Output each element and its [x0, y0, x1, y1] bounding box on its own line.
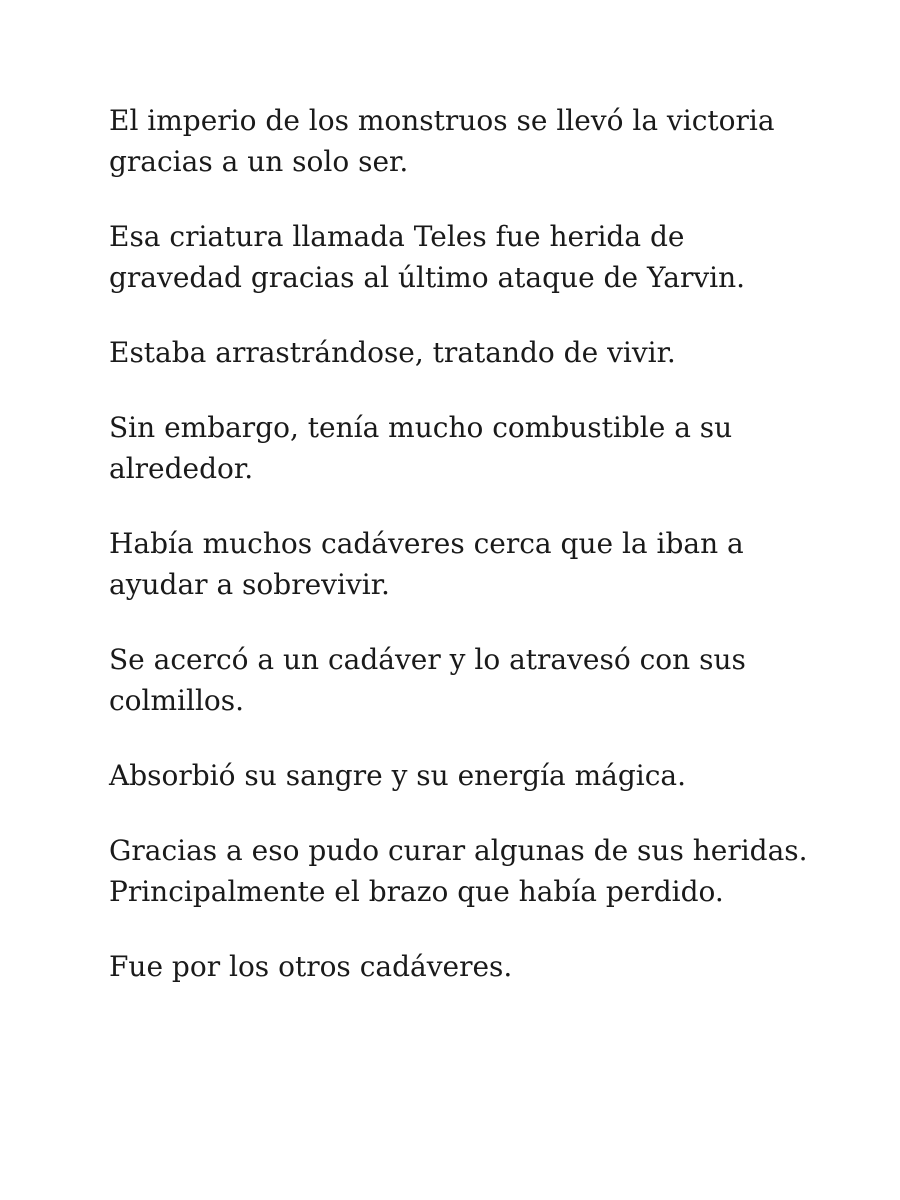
text-line: Estaba arrastrándose, tratando de vivir. — [109, 336, 676, 369]
paragraph — [109, 946, 829, 987]
text-line: Principalmente el brazo que había perdido. — [109, 875, 724, 908]
text-line: gracias a un solo ser. — [109, 145, 409, 178]
paragraph — [109, 523, 829, 605]
text-line: Absorbió su sangre y su energía mágica. — [109, 759, 687, 792]
paragraph — [109, 830, 829, 912]
text-line: Había muchos cadáveres cerca que la iban a — [109, 527, 744, 560]
body-text — [109, 100, 829, 1021]
paragraph — [109, 755, 829, 796]
paragraph — [109, 216, 829, 298]
paragraph — [109, 332, 829, 373]
text-line: alrededor. — [109, 452, 254, 485]
paragraph — [109, 100, 829, 182]
text-line: gravedad gracias al último ataque de Yarvin. — [109, 261, 746, 294]
text-line: Sin embargo, tenía mucho combustible a su — [109, 411, 733, 444]
text-line: ayudar a sobrevivir. — [109, 568, 390, 601]
text-line: Fue por los otros cadáveres. — [109, 950, 513, 983]
text-line: Esa criatura llamada Teles fue herida de — [109, 220, 685, 253]
paragraph — [109, 639, 829, 721]
text-line: Gracias a eso pudo curar algunas de sus heridas. — [109, 834, 808, 867]
text-line: colmillos. — [109, 684, 245, 717]
text-line: El imperio de los monstruos se llevó la victoria — [109, 104, 775, 137]
text-line: Se acercó a un cadáver y lo atravesó con sus — [109, 643, 746, 676]
paragraph — [109, 407, 829, 489]
